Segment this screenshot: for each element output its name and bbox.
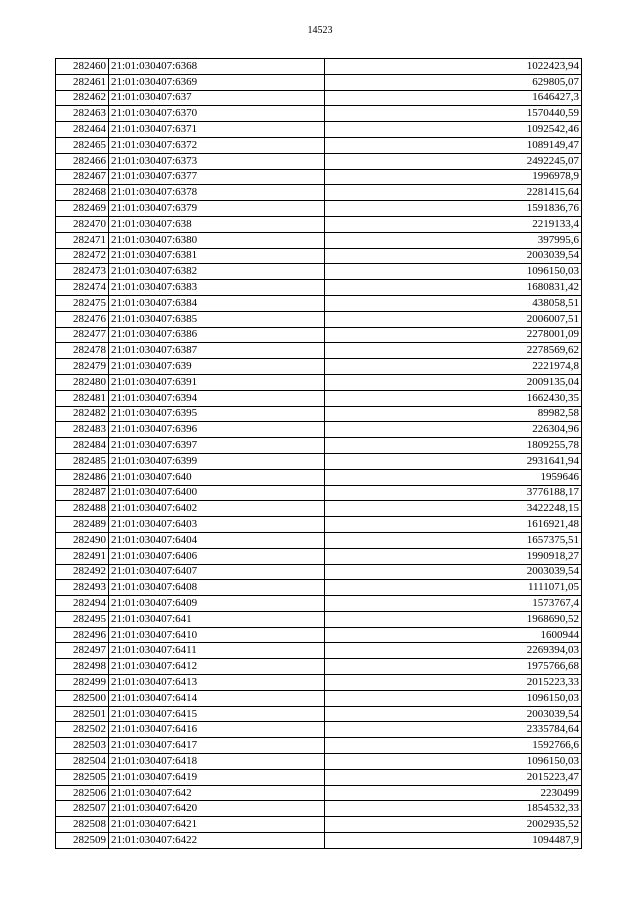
row-number-cell: 282472 [56,248,109,264]
cadastral-value-cell: 629805,07 [325,74,582,90]
cadastral-value-cell: 2003039,54 [325,564,582,580]
cadastral-number-cell: 21:01:030407:640 [109,469,325,485]
cadastral-value-cell: 2492245,07 [325,153,582,169]
table-row [56,295,582,311]
cadastral-number-cell: 21:01:030407:6409 [109,596,325,612]
row-number-cell: 282485 [56,453,109,469]
cadastral-value-cell: 1591836,76 [325,201,582,217]
cadastral-number-cell: 21:01:030407:6418 [109,754,325,770]
cadastral-value-cell: 2931641,94 [325,453,582,469]
table-row [56,106,582,122]
cadastral-number-cell: 21:01:030407:6372 [109,137,325,153]
table-row [56,280,582,296]
table-row [56,311,582,327]
page-number: 14523 [307,25,333,36]
cadastral-number-cell: 21:01:030407:6385 [109,311,325,327]
cadastral-value-cell: 397995,6 [325,232,582,248]
cadastral-value-cell: 2278001,09 [325,327,582,343]
cadastral-number-cell: 21:01:030407:6377 [109,169,325,185]
table-row [56,406,582,422]
row-number-cell: 282463 [56,106,109,122]
cadastral-value-cell: 2335784,64 [325,722,582,738]
cadastral-number-cell: 21:01:030407:6379 [109,201,325,217]
cadastral-value-cell: 1996978,9 [325,169,582,185]
row-number-cell: 282468 [56,185,109,201]
row-number-cell: 282491 [56,548,109,564]
cadastral-value-cell: 1111071,05 [325,580,582,596]
cadastral-value-cell: 2003039,54 [325,706,582,722]
cadastral-number-cell: 21:01:030407:6407 [109,564,325,580]
row-number-cell: 282501 [56,706,109,722]
row-number-cell: 282477 [56,327,109,343]
cadastral-value-cell: 1022423,94 [325,59,582,75]
row-number-cell: 282495 [56,611,109,627]
table-body [56,59,582,849]
cadastral-value-cell: 2278569,62 [325,343,582,359]
cadastral-number-cell: 21:01:030407:6378 [109,185,325,201]
cadastral-value-cell: 1680831,42 [325,280,582,296]
row-number-cell: 282494 [56,596,109,612]
table-row [56,74,582,90]
cadastral-number-cell: 21:01:030407:6386 [109,327,325,343]
table-row [56,137,582,153]
cadastral-value-cell: 1854532,33 [325,801,582,817]
cadastral-value-cell: 1646427,3 [325,90,582,106]
cadastral-number-cell: 21:01:030407:6402 [109,501,325,517]
cadastral-number-cell: 21:01:030407:638 [109,216,325,232]
table-row [56,596,582,612]
cadastral-number-cell: 21:01:030407:6383 [109,280,325,296]
table-row [56,769,582,785]
row-number-cell: 282502 [56,722,109,738]
cadastral-value-cell: 1096150,03 [325,690,582,706]
cadastral-value-cell: 2221974,8 [325,359,582,375]
row-number-cell: 282482 [56,406,109,422]
cadastral-number-cell: 21:01:030407:6394 [109,390,325,406]
table-row [56,469,582,485]
table-row [56,359,582,375]
row-number-cell: 282464 [56,122,109,138]
row-number-cell: 282505 [56,769,109,785]
cadastral-value-cell: 1096150,03 [325,264,582,280]
cadastral-number-cell: 21:01:030407:637 [109,90,325,106]
cadastral-number-cell: 21:01:030407:6416 [109,722,325,738]
row-number-cell: 282465 [56,137,109,153]
cadastral-number-cell: 21:01:030407:6411 [109,643,325,659]
table-row [56,153,582,169]
cadastral-value-cell: 1089149,47 [325,137,582,153]
row-number-cell: 282478 [56,343,109,359]
row-number-cell: 282481 [56,390,109,406]
row-number-cell: 282508 [56,817,109,833]
cadastral-number-cell: 21:01:030407:6370 [109,106,325,122]
row-number-cell: 282498 [56,659,109,675]
table-row [56,564,582,580]
cadastral-value-cell: 1600944 [325,627,582,643]
table-row [56,690,582,706]
cadastral-number-cell: 21:01:030407:6408 [109,580,325,596]
table-row [56,659,582,675]
cadastral-number-cell: 21:01:030407:6384 [109,295,325,311]
table-row [56,59,582,75]
cadastral-number-cell: 21:01:030407:6381 [109,248,325,264]
row-number-cell: 282469 [56,201,109,217]
cadastral-value-cell: 1570440,59 [325,106,582,122]
cadastral-value-cell: 2015223,33 [325,675,582,691]
cadastral-number-cell: 21:01:030407:6397 [109,438,325,454]
table-row [56,501,582,517]
cadastral-value-cell: 1662430,35 [325,390,582,406]
cadastral-value-cell: 1975766,68 [325,659,582,675]
row-number-cell: 282487 [56,485,109,501]
table-row [56,374,582,390]
row-number-cell: 282476 [56,311,109,327]
row-number-cell: 282479 [56,359,109,375]
table-row [56,532,582,548]
cadastral-value-cell: 1094487,9 [325,833,582,849]
table-row [56,738,582,754]
table-row [56,264,582,280]
cadastral-value-cell: 2219133,4 [325,216,582,232]
cadastral-number-cell: 21:01:030407:6420 [109,801,325,817]
cadastral-value-cell: 2281415,64 [325,185,582,201]
cadastral-value-cell: 1096150,03 [325,754,582,770]
cadastral-value-table [55,58,582,849]
row-number-cell: 282483 [56,422,109,438]
cadastral-number-cell: 21:01:030407:6413 [109,675,325,691]
table-row [56,801,582,817]
table-row [56,643,582,659]
cadastral-number-cell: 21:01:030407:6406 [109,548,325,564]
cadastral-value-cell: 2003039,54 [325,248,582,264]
table-row [56,453,582,469]
row-number-cell: 282475 [56,295,109,311]
cadastral-number-cell: 21:01:030407:6391 [109,374,325,390]
cadastral-value-cell: 1092542,46 [325,122,582,138]
row-number-cell: 282500 [56,690,109,706]
table-row [56,327,582,343]
row-number-cell: 282492 [56,564,109,580]
table-row [56,817,582,833]
table-row [56,580,582,596]
cadastral-number-cell: 21:01:030407:6395 [109,406,325,422]
row-number-cell: 282507 [56,801,109,817]
row-number-cell: 282499 [56,675,109,691]
row-number-cell: 282467 [56,169,109,185]
table-row [56,548,582,564]
row-number-cell: 282462 [56,90,109,106]
cadastral-number-cell: 21:01:030407:6421 [109,817,325,833]
cadastral-value-cell: 438058,51 [325,295,582,311]
cadastral-value-cell: 1592766,6 [325,738,582,754]
cadastral-number-cell: 21:01:030407:6371 [109,122,325,138]
cadastral-value-cell: 2230499 [325,785,582,801]
cadastral-value-cell: 1573767,4 [325,596,582,612]
cadastral-number-cell: 21:01:030407:6404 [109,532,325,548]
row-number-cell: 282471 [56,232,109,248]
table-row [56,216,582,232]
row-number-cell: 282493 [56,580,109,596]
row-number-cell: 282460 [56,59,109,75]
cadastral-number-cell: 21:01:030407:6373 [109,153,325,169]
table-row [56,343,582,359]
cadastral-number-cell: 21:01:030407:6369 [109,74,325,90]
table-row [56,232,582,248]
cadastral-number-cell: 21:01:030407:6412 [109,659,325,675]
cadastral-value-cell: 1657375,51 [325,532,582,548]
cadastral-value-cell: 2015223,47 [325,769,582,785]
row-number-cell: 282496 [56,627,109,643]
cadastral-number-cell: 21:01:030407:6382 [109,264,325,280]
table-row [56,248,582,264]
table-row [56,169,582,185]
table-row [56,785,582,801]
cadastral-number-cell: 21:01:030407:641 [109,611,325,627]
table-row [56,438,582,454]
row-number-cell: 282503 [56,738,109,754]
cadastral-value-cell: 3776188,17 [325,485,582,501]
table-row [56,833,582,849]
cadastral-value-cell: 226304,96 [325,422,582,438]
cadastral-value-cell: 1809255,78 [325,438,582,454]
cadastral-number-cell: 21:01:030407:6415 [109,706,325,722]
row-number-cell: 282474 [56,280,109,296]
cadastral-number-cell: 21:01:030407:6400 [109,485,325,501]
table-row [56,185,582,201]
table-row [56,675,582,691]
row-number-cell: 282488 [56,501,109,517]
cadastral-number-cell: 21:01:030407:6422 [109,833,325,849]
cadastral-value-cell: 2006007,51 [325,311,582,327]
table-row [56,422,582,438]
row-number-cell: 282506 [56,785,109,801]
table-row [56,90,582,106]
cadastral-value-cell: 3422248,15 [325,501,582,517]
cadastral-number-cell: 21:01:030407:6410 [109,627,325,643]
row-number-cell: 282486 [56,469,109,485]
table-row [56,517,582,533]
cadastral-number-cell: 21:01:030407:6419 [109,769,325,785]
cadastral-number-cell: 21:01:030407:6368 [109,59,325,75]
row-number-cell: 282509 [56,833,109,849]
cadastral-number-cell: 21:01:030407:6399 [109,453,325,469]
cadastral-number-cell: 21:01:030407:6396 [109,422,325,438]
cadastral-number-cell: 21:01:030407:6414 [109,690,325,706]
cadastral-value-cell: 2002935,52 [325,817,582,833]
cadastral-value-cell: 1959646 [325,469,582,485]
row-number-cell: 282461 [56,74,109,90]
table-row [56,754,582,770]
row-number-cell: 282470 [56,216,109,232]
table-row [56,390,582,406]
cadastral-value-cell: 89982,58 [325,406,582,422]
row-number-cell: 282484 [56,438,109,454]
table-row [56,627,582,643]
row-number-cell: 282504 [56,754,109,770]
row-number-cell: 282480 [56,374,109,390]
cadastral-number-cell: 21:01:030407:642 [109,785,325,801]
table-row [56,706,582,722]
row-number-cell: 282473 [56,264,109,280]
table-row [56,722,582,738]
cadastral-value-cell: 1968690,52 [325,611,582,627]
table-row [56,611,582,627]
cadastral-value-cell: 2009135,04 [325,374,582,390]
cadastral-number-cell: 21:01:030407:6380 [109,232,325,248]
cadastral-value-cell: 1616921,48 [325,517,582,533]
table-row [56,485,582,501]
cadastral-value-cell: 2269394,03 [325,643,582,659]
row-number-cell: 282497 [56,643,109,659]
row-number-cell: 282490 [56,532,109,548]
table-row [56,201,582,217]
row-number-cell: 282466 [56,153,109,169]
row-number-cell: 282489 [56,517,109,533]
cadastral-number-cell: 21:01:030407:6417 [109,738,325,754]
cadastral-number-cell: 21:01:030407:6387 [109,343,325,359]
cadastral-number-cell: 21:01:030407:6403 [109,517,325,533]
cadastral-number-cell: 21:01:030407:639 [109,359,325,375]
cadastral-value-cell: 1990918,27 [325,548,582,564]
table-row [56,122,582,138]
